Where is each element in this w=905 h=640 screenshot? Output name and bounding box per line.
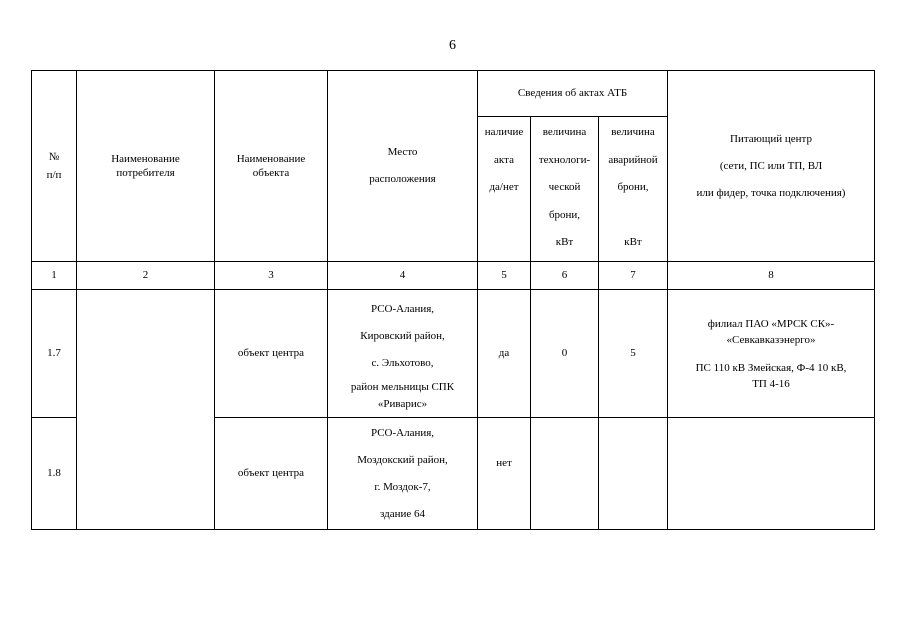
row-consumer bbox=[77, 290, 215, 530]
column-number: 1 bbox=[32, 262, 77, 290]
row-tech-reserve bbox=[531, 418, 599, 530]
column-number: 5 bbox=[478, 262, 531, 290]
header-atb-group: Сведения об актах АТБ bbox=[478, 71, 668, 117]
row-location: РСО-Алания, Кировский район, с. Эльхотово, район мельницы СПК «Риварис» bbox=[328, 290, 478, 418]
row-num: 1.7 bbox=[32, 290, 77, 418]
row-power-center: филиал ПАО «МРСК СК»- «Севкавказэнерго» ПС 110 кВ Змейская, Ф-4 10 кВ, ТП 4-16 bbox=[668, 290, 875, 418]
header-object: Наименование объекта bbox=[215, 71, 328, 262]
header-power-center: Питающий центр (сети, ПС или ТП, ВЛ или фидер, точка подключения) bbox=[668, 71, 875, 262]
column-number: 7 bbox=[599, 262, 668, 290]
row-object: объект центра bbox=[215, 290, 328, 418]
row-num: 1.8 bbox=[32, 418, 77, 530]
row-power-center bbox=[668, 418, 875, 530]
row-has-act: да bbox=[478, 290, 531, 418]
row-location: РСО-Алания, Моздокский район, г. Моздок-7, здание 64 bbox=[328, 418, 478, 530]
header-num: № п/п bbox=[32, 71, 77, 262]
column-number: 3 bbox=[215, 262, 328, 290]
row-has-act: нет bbox=[478, 418, 531, 530]
atb-table bbox=[31, 70, 875, 530]
column-number: 6 bbox=[531, 262, 599, 290]
column-number: 2 bbox=[77, 262, 215, 290]
header-emergency-reserve: величина аварийной брони, кВт bbox=[599, 117, 668, 262]
page-number: 6 bbox=[449, 38, 456, 53]
row-object: объект центра bbox=[215, 418, 328, 530]
table-row bbox=[32, 290, 875, 418]
row-emergency-reserve: 5 bbox=[599, 290, 668, 418]
row-tech-reserve: 0 bbox=[531, 290, 599, 418]
header-consumer: Наименование потребителя bbox=[77, 71, 215, 262]
column-number-row bbox=[32, 262, 875, 290]
header-row-top bbox=[32, 71, 875, 117]
header-location: Место расположения bbox=[328, 71, 478, 262]
column-number: 4 bbox=[328, 262, 478, 290]
column-number: 8 bbox=[668, 262, 875, 290]
header-has-act: наличие акта да/нет bbox=[478, 117, 531, 262]
row-emergency-reserve bbox=[599, 418, 668, 530]
header-tech-reserve: величина технологи- ческой брони, кВт bbox=[531, 117, 599, 262]
